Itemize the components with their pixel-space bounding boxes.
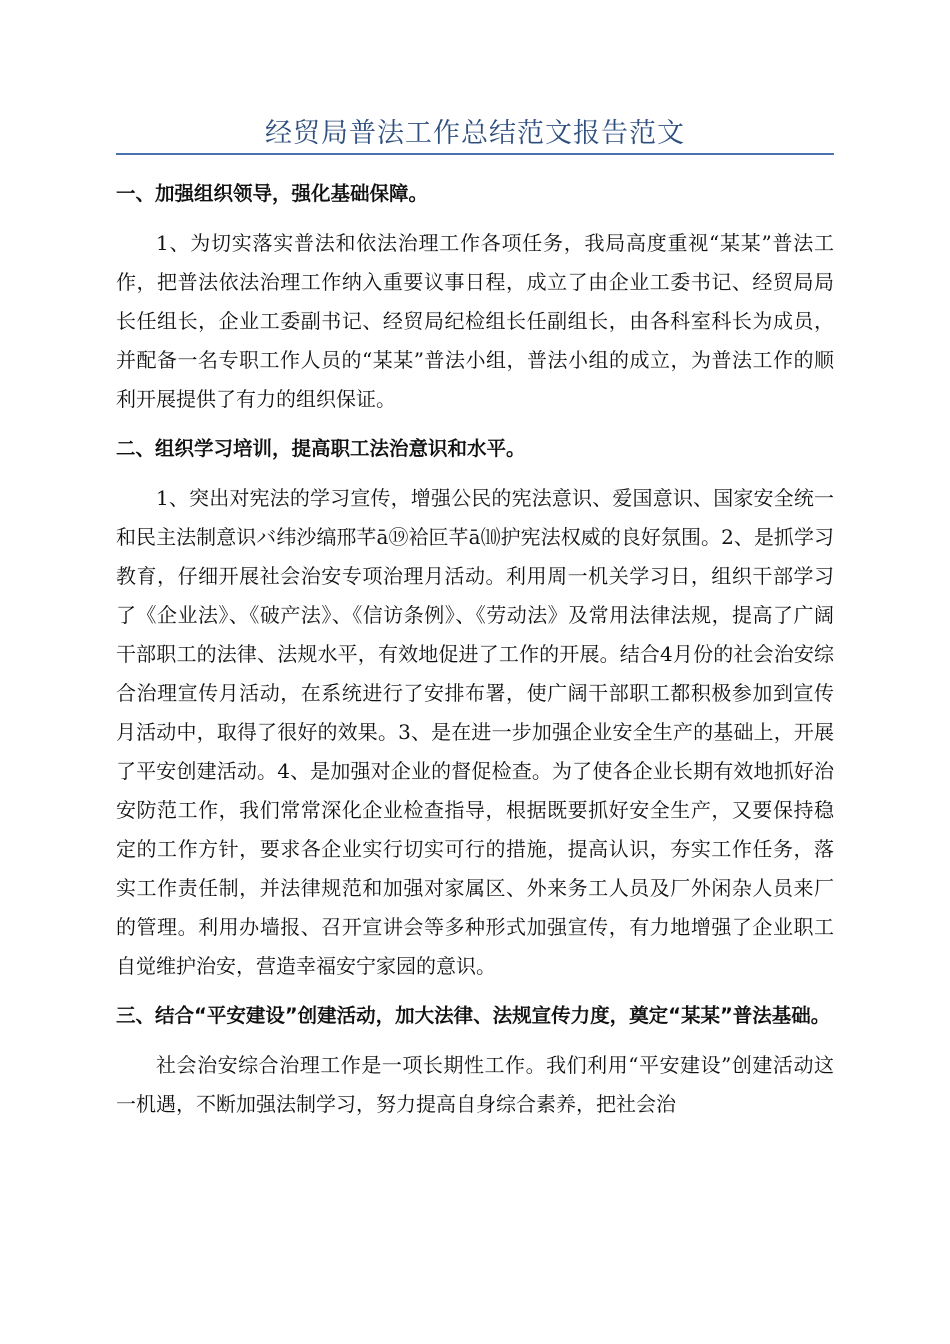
section-heading-2: 二、组织学习培训，提高职工法治意识和水平。 [116,437,526,460]
section-heading-3: 三、结合“平安建设”创建活动，加大法律、法规宣传力度，奠定“某某”普法基础。 [116,1004,831,1027]
document-title: 经贸局普法工作总结范文报告范文 [265,118,685,149]
section-paragraph-1: 1、为切实落实普法和依法治理工作各项任务，我局高度重视“某某”普法工作，把普法依法治理工作纳入重要议事日程，成立了由企业工委书记、经贸局局长任组长，企业工委副书记、经贸局纪检组长任副组长，由各科室科长为成员，并配备一名专职工作人员的“某某”普法小组，普法小组的成立，为普法工作的顺利开展提供了有力的组织保证。 [116,231,834,411]
document-body [116,176,834,1136]
section-heading-1: 一、加强组织领导，强化基础保障。 [116,182,429,205]
section-paragraph-2: 1、突出对宪法的学习宣传，增强公民的宪法意识、爱国意识、国家安全统一和民主法制意识バ纬沙缟邢芊ā⑲袷叵芊ā⑽护宪法权威的良好氛围。2、是抓学习教育，仔细开展社会治安专项治理月活动。利用周一机关学习日，组织干部学习了《企业法》、《破产法》、《信访条例》、《劳动法》及常用法律法规，提高了广阔干部职工的法律、法规水平，有效地促进了工作的开展。结合4月份的社会治安综合治理宣传月活动，在系统进行了安排布署，使广阔干部职工都积极参加到宣传月活动中，取得了很好的效果。3、是在进一步加强企业安全生产的基础上，开展了平安创建活动。4、是加强对企业的督促检查。为了使各企业长期有效地抓好治安防范工作，我们常常深化企业检查指导，根据既要抓好安全生产，又要保持稳定的工作方针，要求各企业实行切实可行的措施，提高认识，夯实工作任务，落实工作责任制，并法律规范和加强对家属区、外来务工人员及厂外闲杂人员来厂的管理。利用办墙报、召开宣讲会等多种形式加强宣传，有力地增强了企业职工自觉维护治安，营造幸福安宁家园的意识。 [116,486,834,978]
section-paragraph-3: 社会治安综合治理工作是一项长期性工作。我们利用“平安建设”创建活动这一机遇，不断加强法制学习，努力提高自身综合素养，把社会治 [116,1053,834,1116]
title-underline [116,153,834,155]
